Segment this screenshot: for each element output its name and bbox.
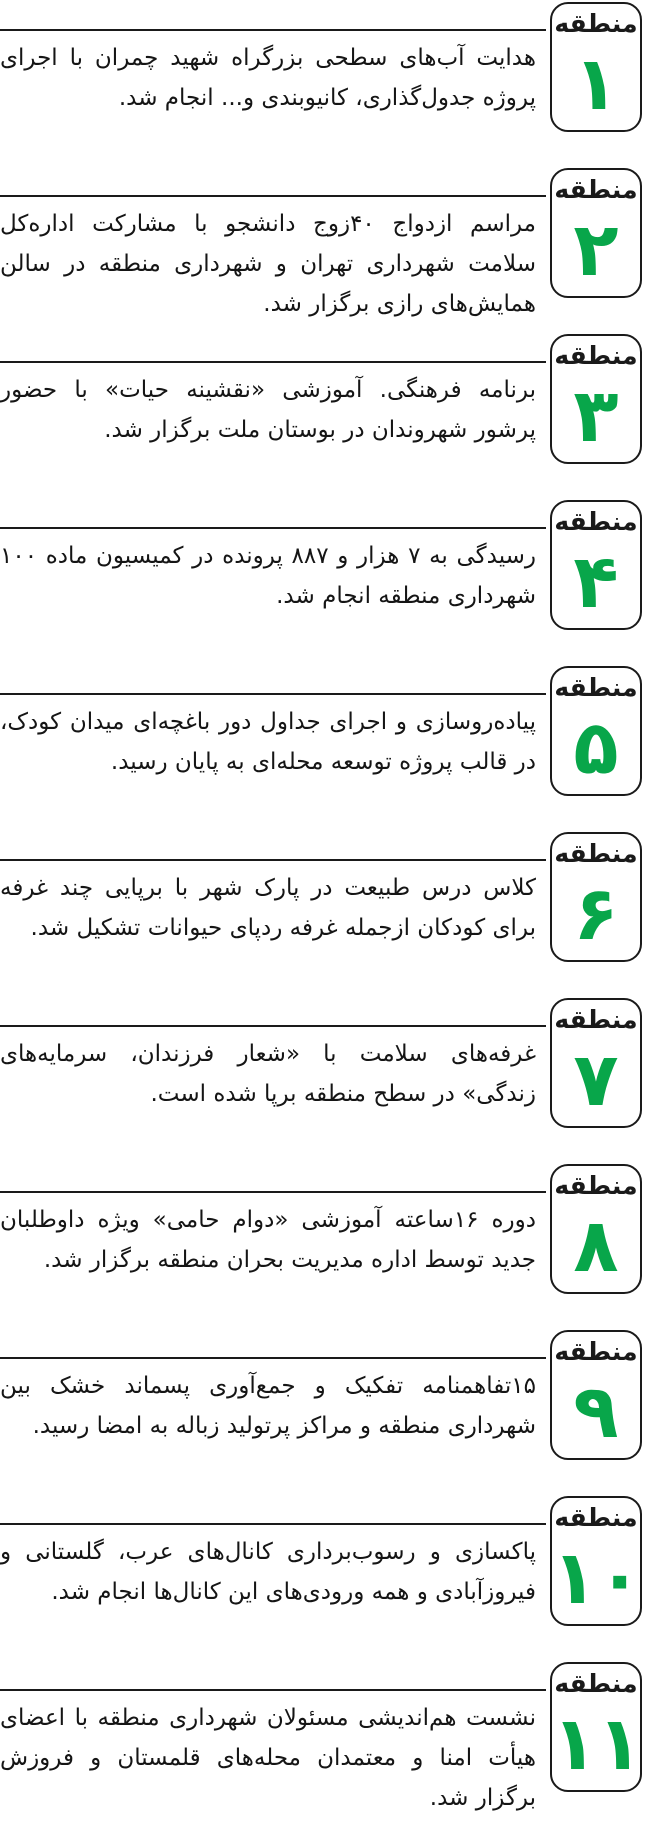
district-number: ۱۰ <box>552 1535 643 1621</box>
district-number: ۴ <box>573 539 619 625</box>
district-number: ۵ <box>573 705 619 791</box>
news-text: کلاس درس طبیعت در پارک شهر با برپایی چند غرفه برای کودکان ازجمله غرفه ردپای حیوانات تشکیل شد. <box>0 875 536 941</box>
district-item-11 <box>0 1660 648 1826</box>
divider-line <box>0 693 546 695</box>
district-number: ۹ <box>573 1369 619 1455</box>
district-badge <box>550 1662 642 1792</box>
badge-label: منطقه <box>554 175 638 204</box>
divider-line <box>0 859 546 861</box>
divider-line <box>0 29 546 31</box>
divider-line <box>0 1523 546 1525</box>
district-item-9 <box>0 1328 648 1494</box>
news-text: هدایت آب‌های سطحی بزرگراه شهید چمران با اجرای پروژه جدول‌گذاری، کانیوبندی و... انجام شد. <box>0 45 536 111</box>
district-item-3 <box>0 332 648 498</box>
district-badge <box>550 334 642 464</box>
badge-label: منطقه <box>554 507 638 536</box>
badge-label: منطقه <box>554 1503 638 1532</box>
district-badge <box>550 666 642 796</box>
district-badge <box>550 2 642 132</box>
news-text: برنامه فرهنگی. آموزشی «نقشینه حیات» با حضور پرشور شهروندان در بوستان ملت برگزار شد. <box>0 377 536 443</box>
district-number: ۸ <box>573 1203 619 1289</box>
district-item-1 <box>0 0 648 166</box>
district-item-10 <box>0 1494 648 1660</box>
district-badge <box>550 168 642 298</box>
divider-line <box>0 1689 546 1691</box>
district-number: ۶ <box>573 871 619 957</box>
news-text: رسیدگی به ۷ هزار و ۸۸۷ پرونده در کمیسیون ماده ۱۰۰ شهرداری منطقه انجام شد. <box>0 543 537 609</box>
district-badge <box>550 998 642 1128</box>
news-text: غرفه‌های سلامت با «شعار فرزندان، سرمایه‌های زندگی» در سطح منطقه برپا شده است. <box>0 1041 536 1107</box>
news-text: مراسم ازدواج ۴۰زوج دانشجو با مشارکت اداره‌کل سلامت شهرداری تهران و شهرداری منطقه در سالن همایش‌های رازی برگزار شد. <box>0 211 537 317</box>
district-badge <box>550 1330 642 1460</box>
news-text: ۱۵تفاهمنامه تفکیک و جمع‌آوری پسماند خشک بین شهرداری منطقه و مراکز پرتولید زباله به امضا رسید. <box>0 1373 536 1439</box>
district-number: ۱ <box>573 41 619 127</box>
news-text: پاکسازی و رسوب‌برداری کانال‌های عرب، گلستانی و فیروزآبادی و همه ورودی‌های این کانال‌ها انجام شد. <box>0 1539 536 1605</box>
district-number: ۱۱ <box>552 1701 643 1787</box>
district-badge <box>550 500 642 630</box>
badge-label: منطقه <box>554 1171 638 1200</box>
district-badge <box>550 1164 642 1294</box>
badge-label: منطقه <box>554 1005 638 1034</box>
news-text: نشست هم‌اندیشی مسئولان شهرداری منطقه با اعضای هیأت امنا و معتمدان محله‌های قلمستان و فروزش برگزار شد. <box>0 1705 536 1811</box>
news-text: دوره ۱۶ساعته آموزشی «دوام حامی» ویژه داوطلبان جدید توسط اداره مدیریت بحران منطقه برگزار شد. <box>0 1207 536 1273</box>
divider-line <box>0 527 546 529</box>
divider-line <box>0 1025 546 1027</box>
district-number: ۷ <box>573 1037 619 1123</box>
district-item-8 <box>0 1162 648 1328</box>
district-item-7 <box>0 996 648 1162</box>
badge-label: منطقه <box>554 1337 638 1366</box>
district-item-6 <box>0 830 648 996</box>
badge-label: منطقه <box>554 1669 638 1698</box>
district-badge <box>550 832 642 962</box>
badge-label: منطقه <box>554 9 638 38</box>
district-item-4 <box>0 498 648 664</box>
divider-line <box>0 195 546 197</box>
district-badge <box>550 1496 642 1626</box>
news-text: پیاده‌روسازی و اجرای جداول دور باغچه‌ای میدان کودک، در قالب پروژه توسعه محله‌ای به پایان رسید. <box>0 709 536 775</box>
divider-line <box>0 361 546 363</box>
badge-label: منطقه <box>554 341 638 370</box>
district-number: ۳ <box>573 373 619 459</box>
district-item-2 <box>0 166 648 332</box>
district-item-5 <box>0 664 648 830</box>
divider-line <box>0 1357 546 1359</box>
badge-label: منطقه <box>554 839 638 868</box>
district-number: ۲ <box>573 207 619 293</box>
divider-line <box>0 1191 546 1193</box>
badge-label: منطقه <box>554 673 638 702</box>
